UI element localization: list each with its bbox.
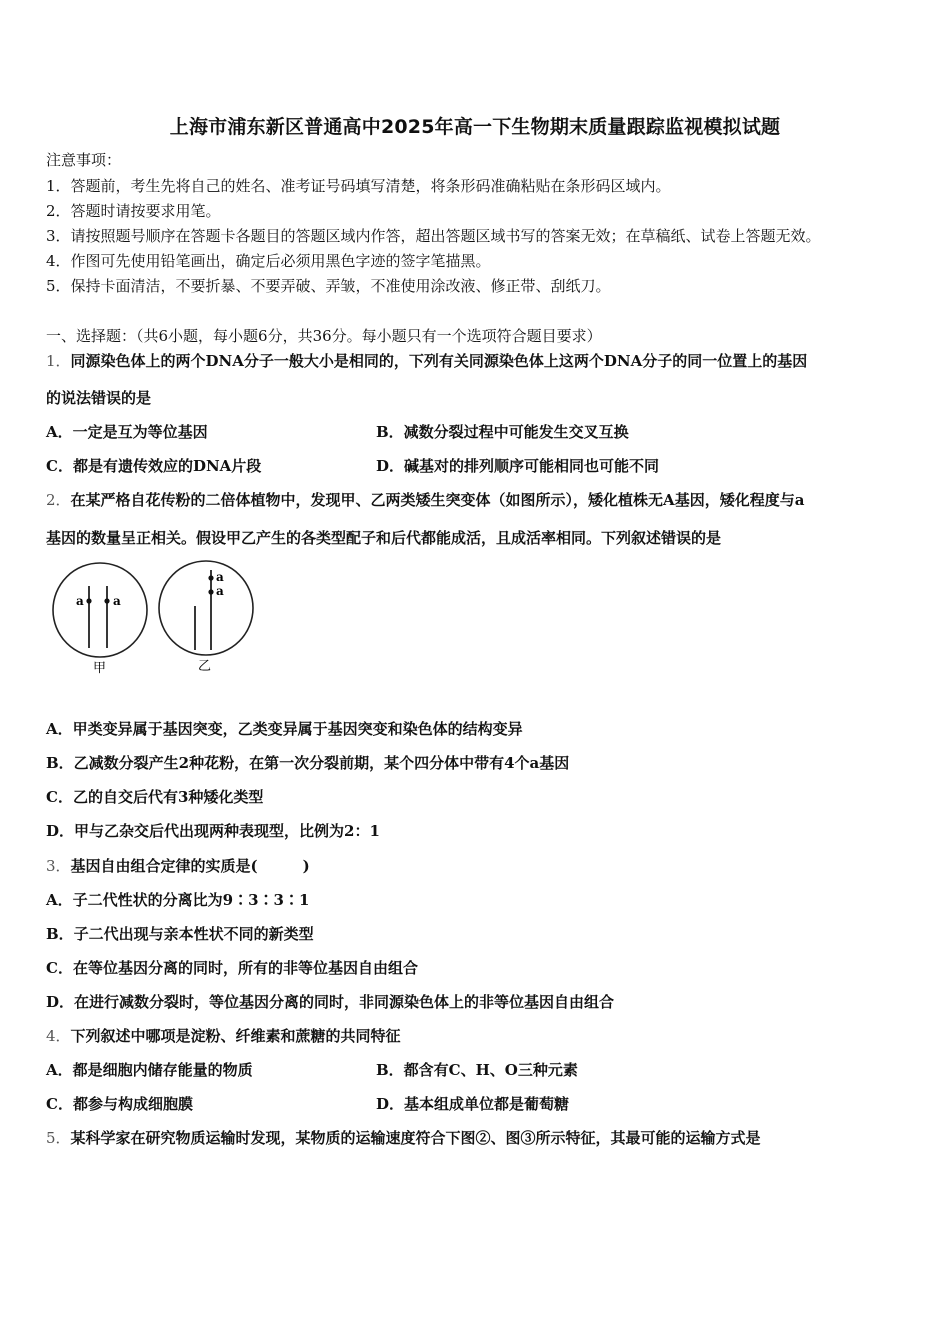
allele-label: a (76, 594, 84, 608)
gene-locus (208, 589, 213, 594)
q3-option-d: D．在进行减数分裂时，等位基因分离的同时，非同源染色体上的非等位基因自由组合 (46, 993, 615, 1011)
q2-option-b: B．乙减数分裂产生2种花粉，在第一次分裂前期，某个四分体中带有4个a基因 (46, 754, 570, 772)
question-text: 某科学家在研究物质运输时发现，某物质的运输速度符合下图②、图③所示特征，其最可能的运输方式是 (70, 1129, 761, 1147)
chromosome-figure (50, 558, 260, 678)
cell-jia-outline (53, 563, 147, 657)
cell-yi-outline (159, 561, 253, 655)
question-5 (46, 1128, 761, 1148)
notice-item: 3．请按照题号顺序在答题卡各题目的答题区域内作答，超出答题区域书写的答案无效；在草稿纸、试卷上答题无效。 (46, 227, 821, 245)
question-1 (46, 351, 807, 371)
q2-option-a: A．甲类变异属于基因突变，乙类变异属于基因突变和染色体的结构变异 (46, 720, 523, 738)
q1-option-a: A．一定是互为等位基因 (46, 423, 208, 441)
cell-yi-label: 乙 (198, 659, 212, 674)
allele-label: a (216, 584, 224, 598)
q2-option-c: C．乙的自交后代有3种矮化类型 (46, 788, 264, 806)
question-text: 同源染色体上的两个DNA分子一般大小是相同的，下列有关同源染色体上这两个DNA分子的同一位置上的基因 (70, 352, 808, 370)
q1-option-d: D．碱基对的排列顺序可能相同也可能不同 (376, 457, 660, 475)
exam-title: 上海市浦东新区普通高中2025年高一下生物期末质量跟踪监视模拟试题 (169, 116, 781, 138)
notice-item: 5．保持卡面清洁，不要折暴、不要弄破、弄皱，不准使用涂改液、修正带、刮纸刀。 (46, 277, 611, 295)
question-1-cont: 的说法错误的是 (46, 389, 152, 407)
question-number: 1． (46, 352, 71, 370)
question-2 (46, 490, 804, 510)
allele-label: a (113, 594, 121, 608)
question-text: 基因自由组合定律的实质是( ) (70, 857, 310, 875)
question-number: 5． (46, 1129, 71, 1147)
q4-option-d: D．基本组成单位都是葡萄糖 (376, 1095, 570, 1113)
gene-locus (86, 598, 91, 603)
section-heading: 一、选择题：（共6小题，每小题6分，共36分。每小题只有一个选项符合题目要求） (46, 327, 602, 345)
gene-locus (104, 598, 109, 603)
question-3 (46, 856, 310, 876)
q3-option-a: A．子二代性状的分离比为9∶3∶3∶1 (46, 891, 310, 909)
question-number: 2． (46, 491, 71, 509)
allele-label: a (216, 570, 224, 584)
q4-option-a: A．都是细胞内储存能量的物质 (46, 1061, 253, 1079)
notice-heading: 注意事项： (46, 151, 122, 169)
question-2-cont: 基因的数量呈正相关。假设甲乙产生的各类型配子和后代都能成活，且成活率相同。下列叙述错误的是 (46, 529, 722, 547)
question-number: 3． (46, 857, 71, 875)
cell-jia-label: 甲 (93, 661, 107, 676)
question-number: 4． (46, 1027, 71, 1045)
notice-item: 4．作图可先使用铅笔画出，确定后必须用黑色字迹的签字笔描黑。 (46, 252, 491, 270)
gene-locus (208, 575, 213, 580)
q3-option-c: C．在等位基因分离的同时，所有的非等位基因自由组合 (46, 959, 418, 977)
q2-option-d: D．甲与乙杂交后代出现两种表现型，比例为2：1 (46, 822, 380, 840)
q4-option-c: C．都参与构成细胞膜 (46, 1095, 193, 1113)
question-text: 下列叙述中哪项是淀粉、纤维素和蔗糖的共同特征 (70, 1027, 401, 1045)
question-text: 在某严格自花传粉的二倍体植物中，发现甲、乙两类矮生突变体（如图所示），矮化植株无A基因，矮化程度与a (70, 491, 805, 509)
notice-item: 2．答题时请按要求用笔。 (46, 202, 221, 220)
notice-item: 1．答题前，考生先将自己的姓名、准考证号码填写清楚，将条形码准确粘贴在条形码区域内。 (46, 177, 671, 195)
q4-option-b: B．都含有C、H、O三种元素 (376, 1061, 578, 1079)
q3-option-b: B．子二代出现与亲本性状不同的新类型 (46, 925, 314, 943)
q1-option-b: B．减数分裂过程中可能发生交叉互换 (376, 423, 629, 441)
question-4 (46, 1026, 401, 1046)
q1-option-c: C．都是有遗传效应的DNA片段 (46, 457, 262, 475)
